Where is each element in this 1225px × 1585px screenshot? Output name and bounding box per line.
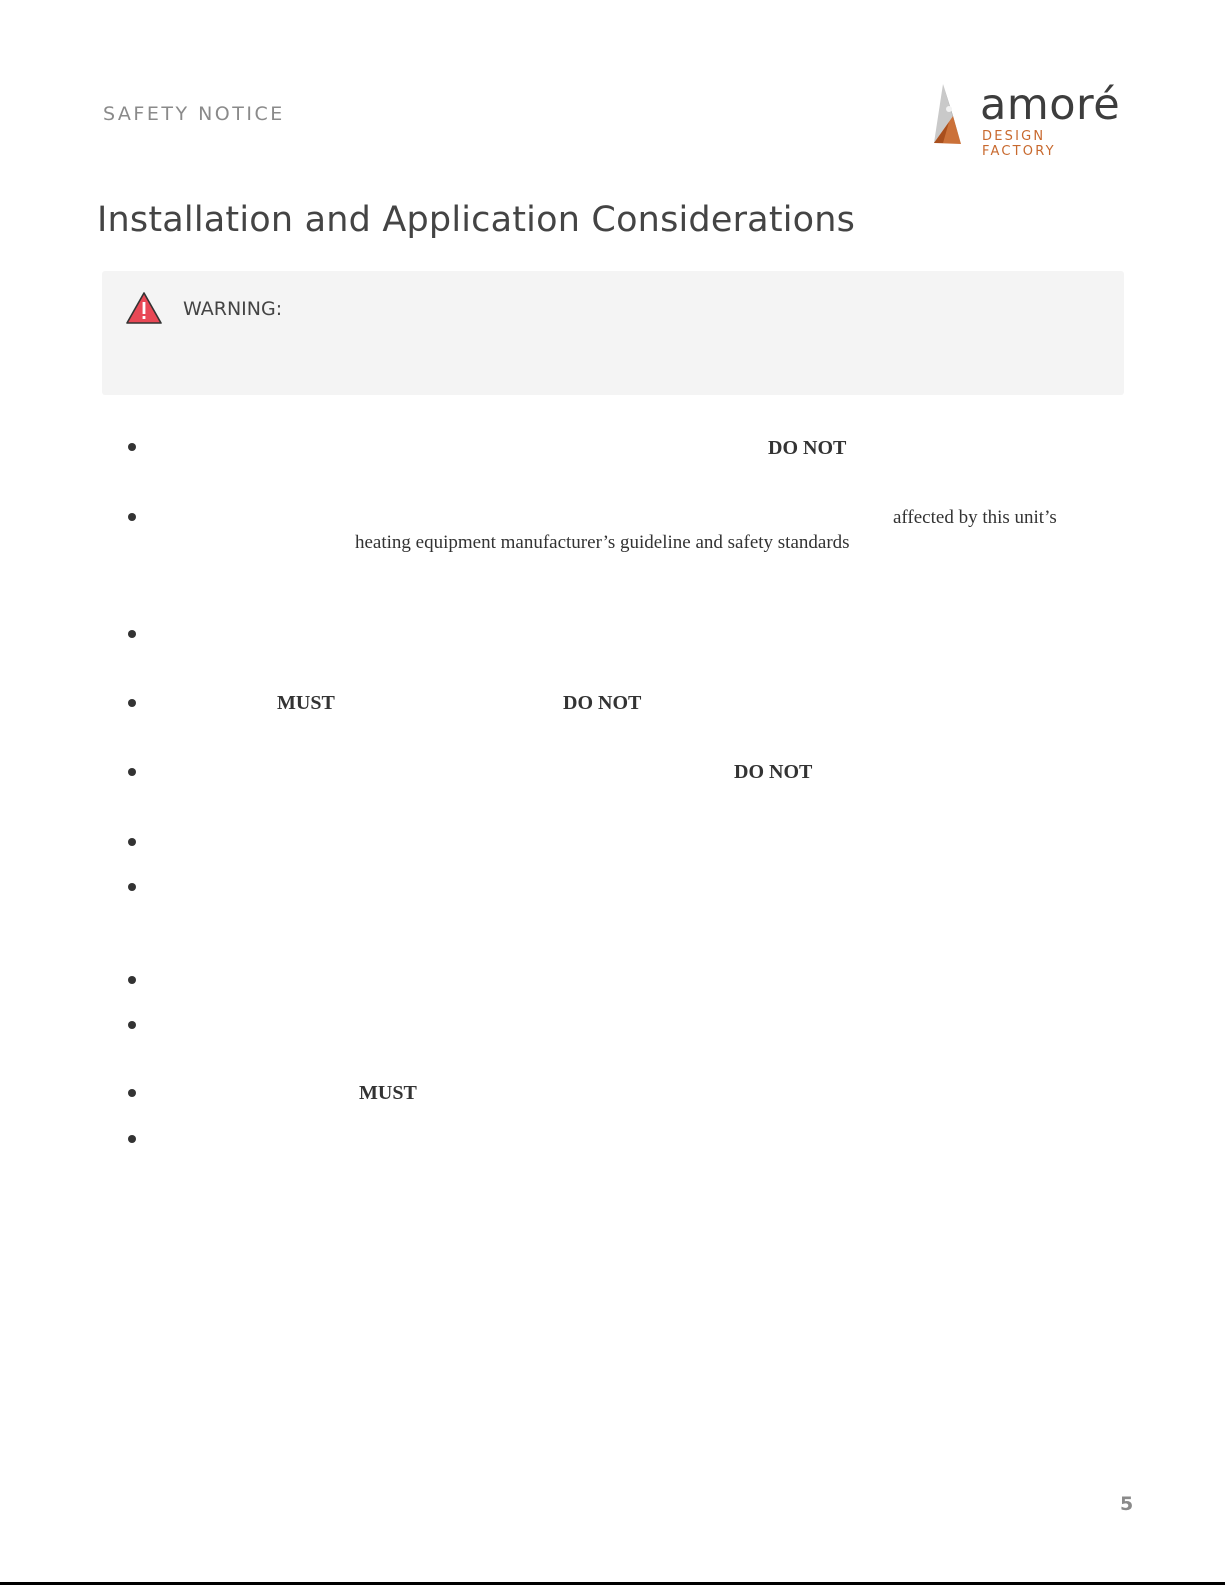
emphasis-do-not: DO NOT [768, 437, 847, 459]
logo-subtitle: DESIGN FACTORY [982, 129, 1056, 159]
brand-logo [925, 80, 1125, 159]
list-item-bullet [128, 976, 136, 984]
item-text-fragment: heating equipment manufacturer’s guideline and safety standards [355, 532, 850, 553]
warning-callout [102, 271, 1124, 395]
item-text-fragment: affected by this unit’s [893, 507, 1057, 528]
page-number: 5 [1120, 1493, 1134, 1515]
warning-label: WARNING: [183, 298, 283, 320]
emphasis-do-not: DO NOT [734, 761, 813, 783]
emphasis-must: MUST [277, 692, 335, 714]
list-item-bullet [128, 883, 136, 891]
list-item-bullet [128, 513, 136, 521]
section-label: SAFETY NOTICE [103, 103, 285, 125]
list-item-bullet [128, 443, 136, 451]
list-item-bullet [128, 630, 136, 638]
list-item-bullet [128, 699, 136, 707]
logo-wordmark: amoré [980, 80, 1121, 130]
emphasis-do-not: DO NOT [563, 692, 642, 714]
list-item-bullet [128, 1135, 136, 1143]
list-item-bullet [128, 1021, 136, 1029]
page-title: Installation and Application Considerations [97, 200, 856, 240]
list-item-bullet [128, 1089, 136, 1097]
list-item-bullet [128, 838, 136, 846]
logo-mark-icon [925, 82, 975, 146]
list-item-bullet [128, 768, 136, 776]
warning-triangle-icon [125, 291, 163, 325]
emphasis-must: MUST [359, 1082, 417, 1104]
